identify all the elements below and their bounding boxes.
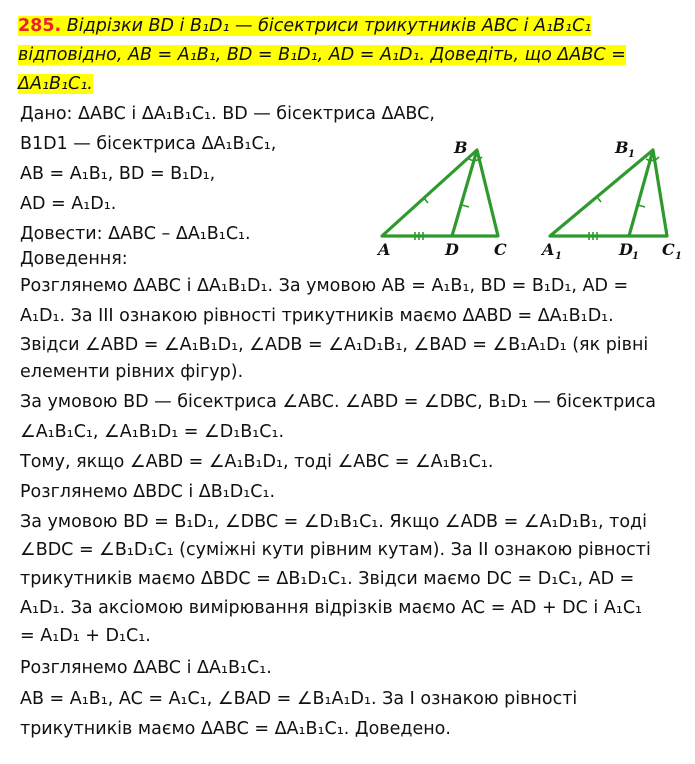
- proof-line: Тому, якщо ∠ABD = ∠A₁B₁D₁, тоді ∠ABC = ∠A₁B₁C₁.: [20, 452, 494, 472]
- proof-line: ∠BDC = ∠B₁D₁C₁ (суміжні кути рівним кутам). За II ознакою рівності: [20, 540, 651, 560]
- proof-line: трикутників маємо ΔBDC = ΔB₁D₁C₁. Звідси маємо DC = D₁C₁, AD =: [20, 569, 635, 589]
- problem-statement: [18, 12, 678, 99]
- vertex-label: B: [615, 138, 629, 157]
- given-line: AB = A₁B₁, BD = B₁D₁,: [20, 164, 216, 184]
- tick-mark: [638, 205, 645, 207]
- vertex-label: D: [619, 240, 633, 259]
- vertex-label: D: [445, 240, 459, 259]
- proof-line: трикутників маємо ΔABC = ΔA₁B₁C₁. Доведено.: [20, 719, 451, 739]
- proof-line: AB = A₁B₁, AC = A₁C₁, ∠BAD = ∠B₁A₁D₁. За I ознакою рівності: [20, 689, 578, 709]
- proof-line: Розглянемо ΔABC і ΔA₁B₁C₁.: [20, 658, 272, 678]
- vertex-label: B: [454, 138, 468, 157]
- proof-line: елементи рівних фігур).: [20, 362, 244, 382]
- proof-line: A₁D₁. За III ознакою рівності трикутників маємо ΔABD = ΔA₁B₁D₁.: [20, 306, 614, 326]
- proof-line: A₁D₁. За аксіомою вимірювання відрізків маємо AC = AD + DC і A₁C₁: [20, 598, 643, 618]
- vertex-label: A: [542, 240, 555, 259]
- prove-line: Довести: ΔABC – ΔA₁B₁C₁.: [20, 224, 251, 244]
- statement-part-3: ΔA₁B₁C₁.: [18, 74, 93, 94]
- proof-line: = A₁D₁ + D₁C₁.: [20, 626, 151, 646]
- triangles-figure: [370, 135, 690, 265]
- vertex-subscript: 1: [675, 251, 682, 262]
- tick-mark: [462, 205, 469, 207]
- given-line: B1D1 — бісектриса ΔA₁B₁C₁,: [20, 134, 277, 154]
- vertex-label: C: [662, 240, 675, 259]
- proof-heading: Доведення:: [20, 249, 128, 269]
- triangle-abc: [382, 150, 498, 236]
- statement-part-1: Відрізки BD і B₁D₁ — бісектриси трикутників ABC і A₁B₁C₁: [61, 16, 592, 36]
- proof-line: Розглянемо ΔABC і ΔA₁B₁D₁. За умовою AB = A₁B₁, BD = B₁D₁, AD =: [20, 276, 629, 296]
- vertex-label: C: [494, 240, 507, 259]
- given-line: AD = A₁D₁.: [20, 194, 117, 214]
- proof-line: За умовою BD = B₁D₁, ∠DBC = ∠D₁B₁C₁. Якщо ∠ADB = ∠A₁D₁B₁, тоді: [20, 512, 648, 532]
- proof-line: Звідси ∠ABD = ∠A₁B₁D₁, ∠ADB = ∠A₁D₁B₁, ∠BAD = ∠B₁A₁D₁ (як рівні: [20, 335, 649, 355]
- problem-number: 285.: [18, 16, 62, 36]
- given-line: Дано: ΔABC і ΔA₁B₁C₁. BD — бісектриса ΔABC,: [20, 104, 435, 124]
- tick-mark: [597, 197, 601, 202]
- statement-part-2: відповідно, AB = A₁B₁, BD = B₁D₁, AD = A₁D₁. Доведіть, що ΔABC =: [18, 45, 626, 65]
- proof-line: Розглянемо ΔBDC і ΔB₁D₁C₁.: [20, 482, 276, 502]
- proof-line: ∠A₁B₁C₁, ∠A₁B₁D₁ = ∠D₁B₁C₁.: [20, 422, 285, 442]
- proof-line: За умовою BD — бісектриса ∠ABC. ∠ABD = ∠DBC, B₁D₁ — бісектриса: [20, 392, 656, 412]
- vertex-subscript: 1: [632, 251, 639, 262]
- vertex-label: A: [378, 240, 391, 259]
- vertex-subscript: 1: [628, 149, 635, 160]
- bisector-b1d1: [629, 150, 653, 236]
- tick-mark: [424, 198, 428, 203]
- vertex-subscript: 1: [555, 251, 562, 262]
